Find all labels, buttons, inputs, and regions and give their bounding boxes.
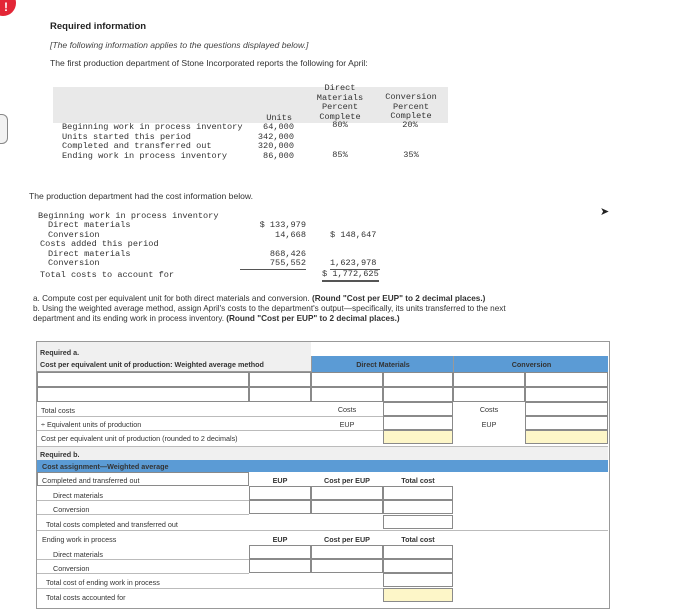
cost-row-label: Total costs to account for <box>40 270 175 280</box>
completed-cv-label: Conversion <box>53 505 90 514</box>
instruction-a: a. Compute cost per equivalent unit for both direct materials and conversion. (Round "Cost per EUP" to 2 decimal places.) <box>33 294 486 303</box>
cost-dm-begin: $ 133,979 <box>259 220 306 230</box>
completed-cost-per-eup-header: Cost per EUP <box>324 476 370 485</box>
cost-row-label: Direct materials <box>48 220 131 230</box>
units-values: 64,000 342,000 320,000 86,000 <box>257 122 294 161</box>
ending-cv-total[interactable] <box>383 559 453 573</box>
dm-total-costs-input[interactable] <box>383 402 453 416</box>
cost-row-label: Conversion <box>48 230 100 240</box>
applies-note: [The following information applies to the questions displayed below.] <box>50 40 309 50</box>
cost-cv-added: 755,552 <box>240 259 306 270</box>
dm-costs-label: Costs <box>337 405 357 414</box>
row-rule <box>37 514 249 515</box>
cv-percent-begin: 20% <box>402 120 418 130</box>
dm-eup-input[interactable] <box>383 416 453 430</box>
completed-total-cost-header: Total cost <box>401 476 435 485</box>
cv-total-costs-input[interactable] <box>525 402 608 416</box>
dm-header: Direct Materials Percent Complete <box>316 83 364 122</box>
completed-cv-eup[interactable] <box>249 500 311 514</box>
ending-dm-cost[interactable] <box>311 545 383 559</box>
worksheet <box>36 341 610 609</box>
completed-cv-total[interactable] <box>383 500 453 514</box>
ending-wip-label: Ending work in process <box>42 535 117 544</box>
cost-per-eup-label: Cost per equivalent unit of production (rounded to 2 decimals) <box>41 434 238 443</box>
input-row1-dm-a[interactable] <box>311 372 383 387</box>
cv-column-header: Conversion <box>453 356 608 372</box>
dm-percent-begin: 80% <box>332 120 348 130</box>
row-rule <box>37 573 249 574</box>
cv-header: Conversion Percent Complete <box>385 92 437 121</box>
dm-column-header: Direct Materials <box>311 356 453 372</box>
completed-dm-label: Direct materials <box>53 491 103 500</box>
input-row2-b[interactable] <box>249 387 311 402</box>
ending-cv-eup[interactable] <box>249 559 311 573</box>
ending-cost-per-eup-header: Cost per EUP <box>324 535 370 544</box>
completed-dm-cost[interactable] <box>311 486 383 500</box>
completed-dm-eup[interactable] <box>249 486 311 500</box>
ending-cv-label: Conversion <box>53 564 90 573</box>
cost-row-label: Beginning work in process inventory <box>38 211 219 221</box>
cost-info-intro: The production department had the cost information below. <box>29 191 254 201</box>
total-costs-label: Total costs <box>41 406 75 415</box>
row-rule <box>37 500 249 501</box>
completed-cv-cost[interactable] <box>311 500 383 514</box>
req-b-header: Required b. <box>37 446 608 460</box>
ending-total-cost-header: Total cost <box>401 535 435 544</box>
row-rule <box>37 416 383 417</box>
side-tab[interactable] <box>0 114 8 144</box>
completed-eup-header: EUP <box>272 476 288 485</box>
input-row2-cv-b[interactable] <box>525 387 608 402</box>
total-accounted-label: Total costs accounted for <box>46 593 126 602</box>
input-row2-label[interactable] <box>37 387 249 402</box>
input-row2-dm-b[interactable] <box>383 387 453 402</box>
intro-text: The first production department of Stone Incorporated reports the following for April: <box>50 58 368 68</box>
ending-dm-eup[interactable] <box>249 545 311 559</box>
cost-begin-total: $ 148,647 <box>330 230 377 240</box>
total-ending-label: Total cost of ending work in process <box>46 578 160 587</box>
ending-cv-cost[interactable] <box>311 559 383 573</box>
input-row2-cv-a[interactable] <box>453 387 525 402</box>
row-rule <box>37 588 383 589</box>
input-row1-label[interactable] <box>37 372 249 387</box>
cv-eup-input[interactable] <box>525 416 608 430</box>
ending-eup-header: EUP <box>272 535 288 544</box>
cost-cv-begin: 14,668 <box>275 230 306 240</box>
cv-percent-end: 35% <box>403 150 419 160</box>
input-row1-dm-b[interactable] <box>383 372 453 387</box>
instruction-b-line1: b. Using the weighted average method, assign April's costs to the department's output—specifically, its units transferred to the next <box>33 304 506 313</box>
dm-percent-end: 85% <box>332 150 348 160</box>
total-ending-input[interactable] <box>383 573 453 587</box>
total-completed-label: Total costs completed and transferred out <box>46 520 178 529</box>
dm-eup-label: EUP <box>339 420 355 429</box>
completed-label: Completed and transferred out <box>42 476 140 485</box>
units-header: Units <box>266 113 292 123</box>
row-rule <box>37 559 249 560</box>
row-rule <box>37 430 383 431</box>
dm-cost-per-eup-input[interactable] <box>383 430 453 444</box>
cost-grand-total: $ 1,772,625 <box>322 270 379 282</box>
required-info-title: Required information <box>50 21 147 32</box>
cost-row-label: Direct materials <box>48 249 131 259</box>
ending-dm-total[interactable] <box>383 545 453 559</box>
input-row2-dm-a[interactable] <box>311 387 383 402</box>
input-row1-b[interactable] <box>249 372 311 387</box>
cost-row-label: Conversion <box>48 258 100 268</box>
cv-eup-label: EUP <box>481 420 497 429</box>
total-accounted-input[interactable] <box>383 588 453 602</box>
cv-cost-per-eup-input[interactable] <box>525 430 608 444</box>
instruction-b-line2: department and its ending work in process inventory. (Round "Cost per EUP" to 2 decimal places.) <box>33 314 400 323</box>
input-row1-cv-a[interactable] <box>453 372 525 387</box>
row-rule <box>37 530 608 531</box>
cursor-icon: ➤ <box>600 206 610 218</box>
input-row1-cv-b[interactable] <box>525 372 608 387</box>
cost-row-label: Costs added this period <box>40 239 159 249</box>
total-completed-input[interactable] <box>383 515 453 529</box>
alert-icon: ! <box>0 0 16 16</box>
equiv-units-label: ÷ Equivalent units of production <box>41 420 142 429</box>
ending-dm-label: Direct materials <box>53 550 103 559</box>
completed-dm-total[interactable] <box>383 486 453 500</box>
req-a-header: Required a. Cost per equivalent unit of production: Weighted average method <box>37 342 311 372</box>
cv-costs-label: Costs <box>479 405 499 414</box>
cost-added-total: 1,623,978 <box>330 259 380 270</box>
cost-assignment-header: Cost assignment—Weighted average <box>37 460 608 472</box>
units-row-labels: Beginning work in process inventory Units started this period Completed and transferred out Ending work in process inventory <box>62 122 243 161</box>
cost-dm-added: 868,426 <box>269 249 306 259</box>
